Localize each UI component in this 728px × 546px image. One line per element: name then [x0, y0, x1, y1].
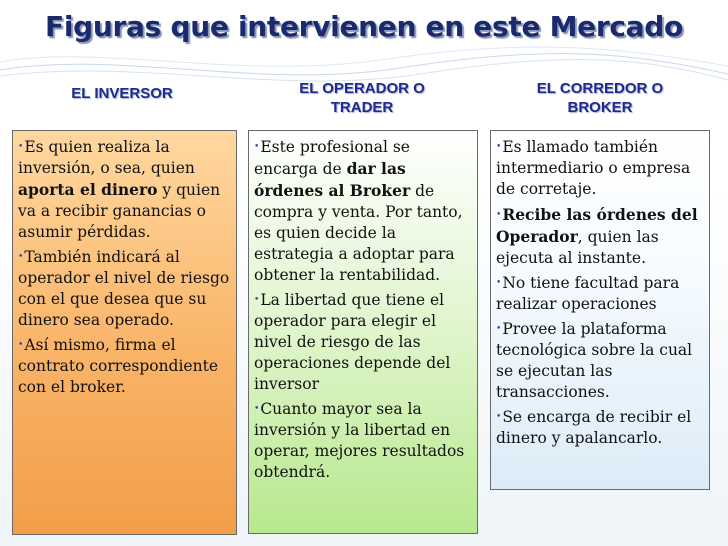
- bullet-icon: •: [18, 340, 24, 350]
- header-inversor: EL INVERSOR: [71, 85, 173, 102]
- inversor-bullet-1: •Es quien realiza la inversión, o sea, quien aporta el dinero y quien va a recibir ganancias o asumir pérdidas.: [18, 138, 221, 241]
- slide-title: Figuras que intervienen en este Mercado: [45, 10, 683, 43]
- header-operador-line2: TRADER: [330, 99, 394, 116]
- emphasis: Recibe las órdenes del Operador: [496, 205, 698, 246]
- corredor-bullet-3: •No tiene facultad para realizar operaciones: [496, 274, 680, 313]
- corredor-bullet-4: •Provee la plataforma tecnológica sobre la cual se ejecutan las transacciones.: [496, 320, 693, 401]
- inversor-bullet-3: •Así mismo, firma el contrato correspondiente con el broker.: [18, 336, 218, 396]
- bullet-icon: •: [254, 295, 260, 305]
- header-corredor-line2: BROKER: [567, 99, 633, 116]
- bullet-icon: •: [254, 142, 260, 152]
- corredor-bullet-2: •Recibe las órdenes del Operador, quien las ejecuta al instante.: [496, 205, 698, 267]
- corredor-box: [490, 130, 710, 490]
- emphasis: dar las órdenes al Broker: [254, 159, 411, 200]
- operador-bullet-2: •La libertad que tiene el operador para elegir el nivel de riesgo de las operaciones depende del inversor: [254, 291, 451, 393]
- bullet-icon: •: [18, 252, 24, 262]
- bullet-icon: •: [496, 278, 502, 288]
- emphasis: aporta el dinero: [18, 180, 158, 199]
- corredor-bullet-5: •Se encarga de recibir el dinero y apalancarlo.: [496, 408, 692, 447]
- header-corredor-line1: EL CORREDOR O: [536, 80, 664, 97]
- operador-box: [248, 130, 478, 534]
- operador-bullet-3: •Cuanto mayor sea la inversión y la libertad en operar, mejores resultados obtendrá.: [254, 400, 465, 481]
- bullet-icon: •: [496, 412, 502, 422]
- bullet-icon: •: [18, 142, 24, 152]
- inversor-box: [12, 130, 237, 535]
- corredor-bullet-1: •Es llamado también intermediario o empresa de corretaje.: [496, 138, 691, 198]
- bullet-icon: •: [496, 142, 502, 152]
- header-operador-line1: EL OPERADOR O: [299, 80, 425, 97]
- bullet-icon: •: [496, 210, 502, 220]
- bullet-icon: •: [254, 404, 260, 414]
- header-operador: [258, 79, 466, 117]
- header-corredor: [502, 79, 698, 117]
- bullet-icon: •: [496, 324, 502, 334]
- inversor-bullet-2: •También indicará al operador el nivel de riesgo con el que desea que su dinero sea operado.: [18, 248, 230, 329]
- operador-bullet-1: •Este profesional se encarga de dar las órdenes al Broker de compra y venta. Por tanto, es quien decide la estrategia a adoptar para obtener la rentabilidad.: [254, 138, 463, 284]
